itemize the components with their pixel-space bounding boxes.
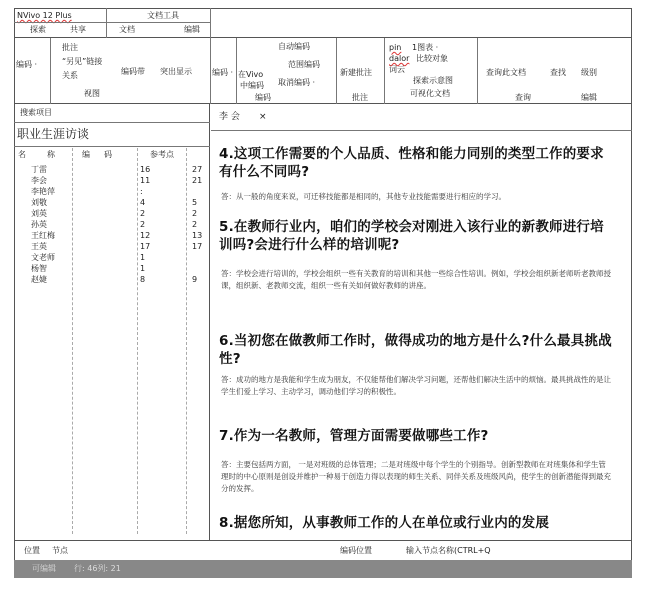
case-code-count: 1 bbox=[140, 264, 146, 273]
case-row[interactable] bbox=[14, 176, 210, 187]
range-code-button[interactable]: 范围编码 bbox=[288, 60, 320, 69]
ribbon bbox=[14, 38, 632, 104]
question-heading: 7.作为一名教师，管理方面需要做哪些工作? bbox=[219, 428, 489, 444]
case-row[interactable] bbox=[14, 165, 210, 176]
word-dalor: dalor bbox=[389, 54, 410, 63]
title-bar bbox=[14, 8, 632, 38]
context-tab-title: 文档工具 bbox=[147, 11, 179, 20]
tab-edit[interactable]: 编辑 bbox=[184, 25, 200, 34]
case-reference-count: 17 bbox=[192, 242, 203, 251]
coding-stripes-button[interactable]: 编码带 bbox=[121, 67, 145, 76]
case-name: 刘敬 bbox=[31, 198, 47, 207]
case-name: 刘英 bbox=[31, 209, 47, 218]
edit-mode-button[interactable]: 编码 · bbox=[16, 60, 38, 69]
nodes-label: 节点 bbox=[52, 546, 68, 555]
code-button[interactable]: 编码 · bbox=[212, 68, 234, 77]
tab-explore[interactable]: 探索 bbox=[30, 25, 46, 34]
case-reference-count: 9 bbox=[192, 275, 198, 284]
search-project-label[interactable]: 搜索项目 bbox=[20, 108, 52, 117]
code-in-vivo-button[interactable]: 在Vivo bbox=[238, 70, 264, 79]
case-name: 王英 bbox=[31, 242, 47, 251]
visualize-group-label: 可视化文档 bbox=[410, 89, 450, 98]
case-name: 文老师 bbox=[31, 253, 55, 262]
case-row[interactable] bbox=[14, 275, 210, 286]
divider bbox=[14, 122, 210, 123]
divider bbox=[106, 8, 107, 38]
see-also-links-toggle[interactable]: “另见”链接 bbox=[62, 57, 103, 66]
case-name: 王红梅 bbox=[31, 231, 55, 240]
folder-title: 职业生涯访谈 bbox=[17, 127, 90, 141]
case-reference-count: 2 bbox=[192, 209, 198, 218]
location-label: 位置 bbox=[24, 546, 40, 555]
case-code-count: 12 bbox=[140, 231, 151, 240]
case-code-count: 11 bbox=[140, 176, 151, 185]
divider bbox=[210, 8, 211, 38]
case-reference-count: 27 bbox=[192, 165, 203, 174]
column-header-name[interactable]: 称 bbox=[47, 150, 55, 159]
compare-with-button[interactable]: 比较对象 bbox=[416, 54, 448, 63]
compare-diagram-button[interactable]: 1图表 · bbox=[412, 43, 439, 52]
new-annotation-button[interactable]: 新建批注 bbox=[340, 68, 372, 77]
case-row[interactable] bbox=[14, 220, 210, 231]
tab-document[interactable]: 文档 bbox=[119, 25, 135, 34]
app-title: NVivo 12 Plus bbox=[17, 11, 72, 20]
answer-text: 答：成功的地方是我能和学生成为朋友，不仅能帮他们解决学习问题，还帮他们解决生活中的烦恼。最具挑战性的是让学生们爱上学习、主动学习，调动他们学习的积极性。 bbox=[221, 375, 611, 396]
highlight-button[interactable]: 突出显示 bbox=[160, 67, 192, 76]
case-row[interactable] bbox=[14, 253, 210, 264]
case-code-count: 16 bbox=[140, 165, 151, 174]
case-code-count: 8 bbox=[140, 275, 146, 284]
case-row[interactable] bbox=[14, 198, 210, 209]
document-tab[interactable]: 李 会 bbox=[219, 112, 240, 122]
divider bbox=[14, 146, 210, 147]
divider bbox=[14, 22, 210, 23]
close-icon[interactable]: × bbox=[259, 112, 267, 122]
divider bbox=[211, 130, 632, 131]
case-name: 孙英 bbox=[31, 220, 47, 229]
tab-share[interactable]: 共享 bbox=[70, 25, 86, 34]
status-bar bbox=[14, 540, 632, 560]
annotations-toggle[interactable]: 批注 bbox=[62, 43, 78, 52]
code-in-vivo-label: 中编码 bbox=[240, 81, 264, 90]
case-name: 赵婕 bbox=[31, 275, 47, 284]
case-row[interactable] bbox=[14, 264, 210, 275]
case-reference-count: 2 bbox=[192, 220, 198, 229]
case-row[interactable] bbox=[14, 209, 210, 220]
column-header-references[interactable]: 参考点 bbox=[150, 150, 174, 159]
query-document-button[interactable]: 查询此文档 bbox=[486, 68, 526, 77]
level-dropdown[interactable]: 级别 bbox=[581, 68, 597, 77]
case-name: 杨智 bbox=[31, 264, 47, 273]
question-heading: 4.这项工作需要的个人品质、性格和能力同别的类型工作的要求有什么不同吗? bbox=[219, 146, 604, 180]
case-name: 李艳萍 bbox=[31, 187, 55, 196]
case-code-count: 1 bbox=[140, 253, 146, 262]
relationships-toggle[interactable]: 关系 bbox=[62, 71, 78, 80]
divider bbox=[236, 38, 237, 104]
case-reference-count: 13 bbox=[192, 231, 203, 240]
case-reference-count: 21 bbox=[192, 176, 203, 185]
cursor-position: 行: 46列: 21 bbox=[74, 564, 121, 573]
case-code-count: : bbox=[140, 187, 143, 196]
column-header-codes[interactable]: 码 bbox=[104, 150, 112, 159]
question-heading: 5.在教师行业内，咱们的学校会对刚进入该行业的新教师进行培训吗?会进行什么样的培训呢? bbox=[219, 219, 604, 253]
divider bbox=[336, 38, 337, 104]
divider bbox=[50, 38, 51, 104]
word-pin: pin bbox=[389, 43, 402, 52]
edit-status-bar bbox=[14, 560, 632, 578]
column-header-name[interactable]: 名 bbox=[18, 150, 26, 159]
divider bbox=[477, 38, 478, 104]
editable-status: 可编辑 bbox=[32, 564, 56, 573]
node-name-input[interactable]: 输入节点名称(CTRL+Q bbox=[406, 546, 491, 555]
question-heading: 6.当初您在做教师工作时，做得成功的地方是什么?什么最具挑战性? bbox=[219, 333, 612, 367]
divider bbox=[384, 38, 385, 104]
answer-text: 答：学校会进行培训的，学校会组织一些有关教育的培训和其他一些综合性培训。例如，学校会组织新老师听老教师授课，组织新、老教师交流，组织一些有关如何做好教师的讲座。 bbox=[221, 269, 611, 290]
coding-location-label: 编码位置 bbox=[340, 546, 372, 555]
column-header-codes[interactable]: 编 bbox=[82, 150, 90, 159]
uncode-button[interactable]: 取消编码 · bbox=[278, 78, 316, 87]
annotation-group-label: 批注 bbox=[352, 93, 368, 102]
case-code-count: 2 bbox=[140, 209, 146, 218]
case-name: 丁雷 bbox=[31, 165, 47, 174]
answer-text: 答：从一般的角度来说，可迁移技能都是相同的，其他专业技能需要进行相应的学习。 bbox=[221, 192, 506, 201]
case-row[interactable] bbox=[14, 242, 210, 253]
case-row[interactable] bbox=[14, 187, 210, 198]
word-cloud-button[interactable]: 词云 bbox=[389, 65, 405, 74]
query-group-label: 查询 bbox=[515, 93, 531, 102]
case-code-count: 4 bbox=[140, 198, 146, 207]
explore-diagram-button[interactable]: 探索示意图 bbox=[413, 76, 453, 85]
view-group-label: 视图 bbox=[84, 89, 100, 98]
case-code-count: 2 bbox=[140, 220, 146, 229]
auto-code-button[interactable]: 自动编码 bbox=[278, 42, 310, 51]
divider bbox=[210, 38, 211, 104]
case-reference-count: 5 bbox=[192, 198, 198, 207]
code-group-label: 编码 bbox=[255, 93, 271, 102]
document-view bbox=[211, 104, 632, 540]
answer-text: 答：主要包括两方面， 一是对班级的总体管理；二是对班级中每个学生的个别指导。创新型教师在对班集体和学生管理时的中心原则是创设并维护一种易于创造力得以表现的师生关系、同伴关系及班级风尚，使学生的创新潜能得到最充分的发挥。 bbox=[221, 460, 611, 493]
navigation-pane bbox=[14, 104, 210, 540]
case-code-count: 17 bbox=[140, 242, 151, 251]
question-heading: 8.据您所知，从事教师工作的人在单位或行业内的发展 bbox=[219, 515, 550, 531]
case-row[interactable] bbox=[14, 231, 210, 242]
find-button[interactable]: 查找 bbox=[550, 68, 566, 77]
case-name: 李会 bbox=[31, 176, 47, 185]
editing-group-label: 编辑 bbox=[581, 93, 597, 102]
